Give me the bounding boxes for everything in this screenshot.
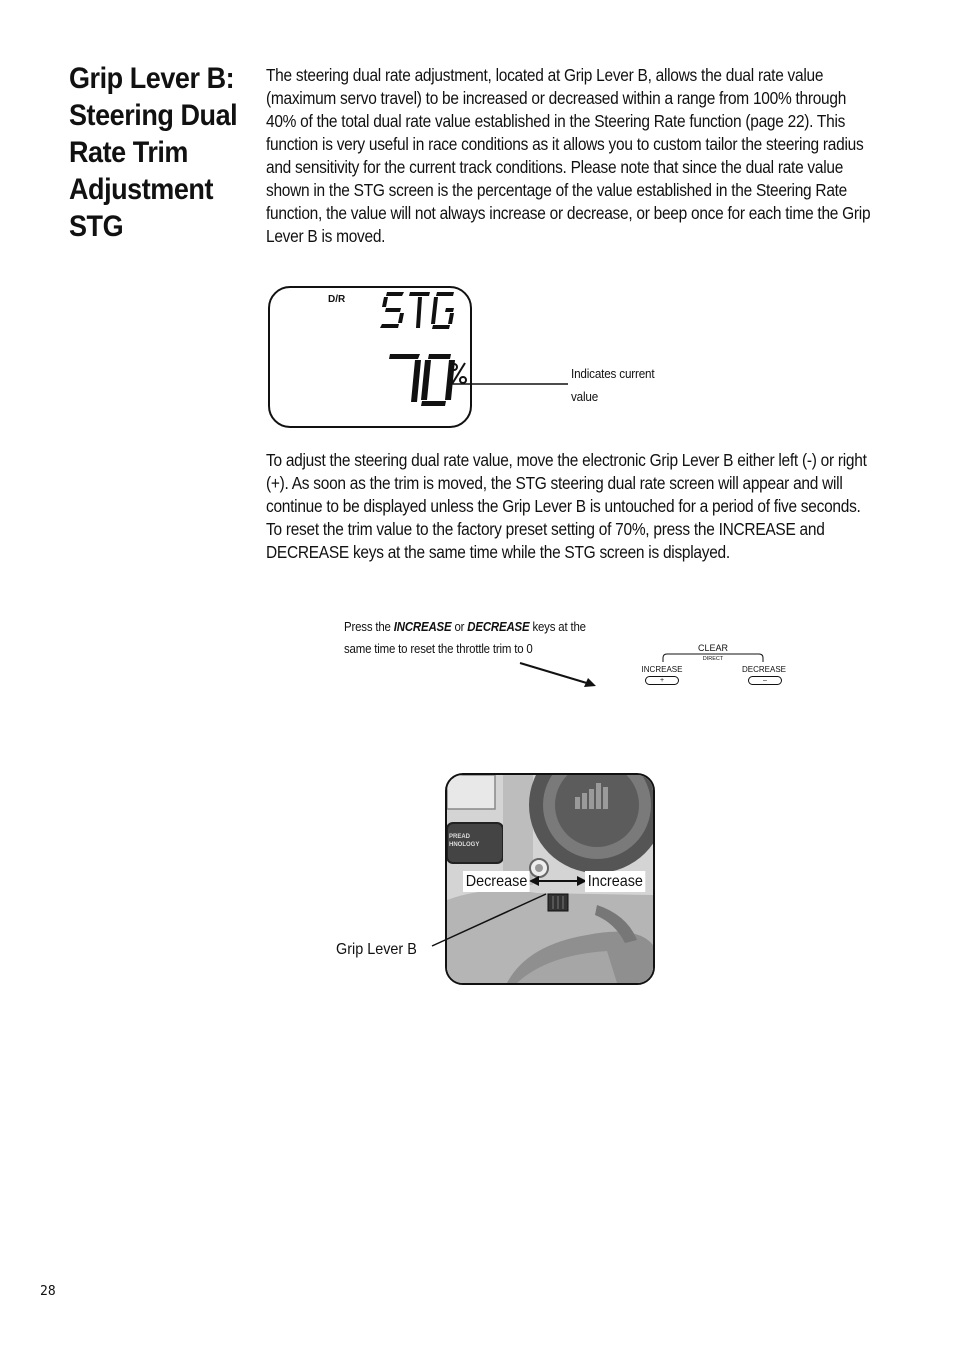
keys-caption	[344, 616, 586, 660]
grip-lever-label: Grip Lever B	[336, 941, 417, 958]
minus-glyph: –	[763, 677, 767, 684]
caption-decrease: DECREASE	[467, 619, 530, 634]
intro-paragraph	[266, 64, 880, 248]
callout-line	[452, 380, 572, 388]
segment-s	[380, 292, 404, 328]
text-line: continue to be displayed unless the Grip Lever B is untouched for a period of five seconds.	[266, 496, 861, 516]
mode-label: D/R	[328, 294, 346, 305]
segment-t	[409, 292, 430, 328]
decrease-label: DECREASE	[741, 665, 786, 674]
callout-line1: Indicates current	[571, 366, 655, 381]
text-line: (+). As soon as the trim is moved, the STG steering dual rate screen will appear and will	[266, 473, 843, 493]
callout-line2: value	[571, 389, 599, 404]
increase-key[interactable]	[645, 676, 679, 685]
title-line: Adjustment	[69, 173, 213, 206]
callout-label	[571, 362, 654, 408]
instructions-paragraph	[266, 449, 880, 564]
text-line: function, the value will not always increase or decrease, or beep once for each time the Grip	[266, 203, 871, 223]
text-line: function is very useful in race conditions as it allows you to custom tailor the steering radius	[266, 134, 864, 154]
plus-glyph: +	[659, 677, 665, 684]
text-line: To reset the trim value to the factory preset setting of 70%, press the INCREASE and	[266, 519, 825, 539]
text-line: 40% of the total dual rate value established in the Steering Rate function (page 22). This	[266, 111, 846, 131]
increase-label: INCREASE	[641, 665, 683, 674]
title-line: STG	[69, 210, 124, 243]
clear-label: CLEAR	[697, 643, 728, 653]
text-line: The steering dual rate adjustment, located at Grip Lever B, allows the dual rate value	[266, 65, 824, 85]
text-line: (maximum servo travel) to be increased or decreased within a range from 100% through	[266, 88, 847, 108]
decrease-tag: Decrease	[463, 871, 530, 892]
keys-panel	[636, 642, 792, 688]
segment-zero	[421, 354, 455, 406]
page-number: 28	[40, 1284, 56, 1299]
text-line: and sensitivity for the current track conditions. Please note that since the dual rate value	[266, 157, 844, 177]
lever-leader-line	[430, 890, 550, 952]
text-line: DECREASE keys at the same time while the STG screen is displayed.	[266, 542, 730, 562]
direct-label: DIRECT	[702, 656, 724, 662]
lcd-digits	[270, 288, 474, 430]
pointer-arrow	[518, 660, 600, 690]
lcd-screen	[268, 286, 472, 428]
text-line: To adjust the steering dual rate value, move the electronic Grip Lever B either left (-) or right	[266, 450, 867, 470]
increase-tag: Increase	[585, 871, 646, 892]
caption-prefix: Press the	[344, 619, 394, 634]
decrease-key[interactable]	[748, 676, 782, 685]
caption-increase: INCREASE	[393, 619, 452, 634]
text-line: Lever B is moved.	[266, 226, 386, 246]
caption-line2: same time to reset the throttle trim to 0	[344, 641, 533, 656]
title-line: Rate Trim	[69, 136, 188, 169]
segment-seven	[389, 354, 421, 402]
caption-suffix: keys at the	[529, 619, 586, 634]
page-title	[69, 60, 236, 245]
photo-printed-text: PREAD HNOLOGY	[449, 834, 480, 848]
grip-lever-photo	[445, 773, 655, 985]
title-line: Steering Dual	[69, 99, 238, 132]
caption-or: or	[451, 619, 468, 634]
segment-g	[431, 292, 454, 329]
title-line: Grip Lever B:	[69, 62, 235, 95]
text-line: shown in the STG screen is the percentage of the value established in the Steering Rate	[266, 180, 848, 200]
